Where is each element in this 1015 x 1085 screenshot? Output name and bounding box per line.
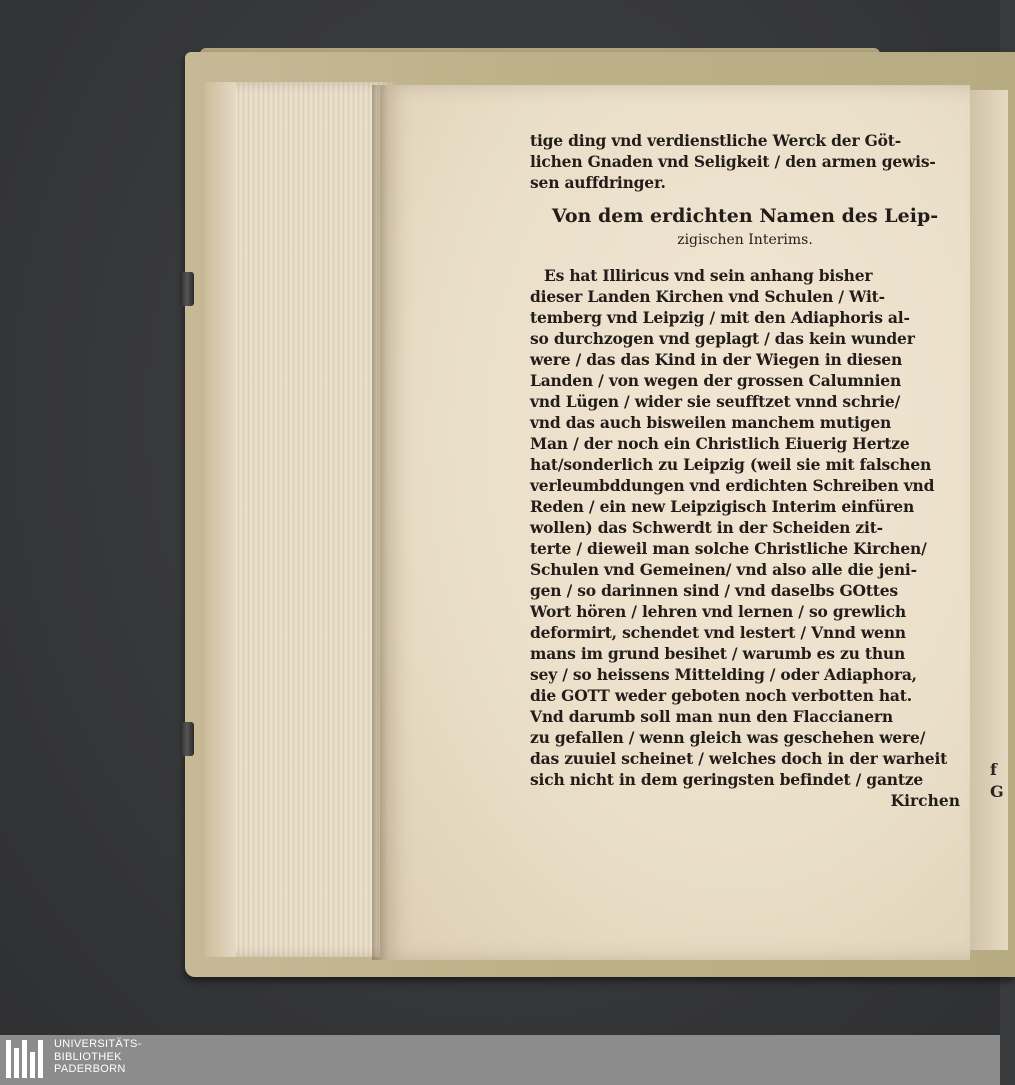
text-line: das zuuiel scheinet / welches doch in der warheit: [530, 749, 948, 768]
text-line: Reden / ein new Leipzigisch Interim einfüren: [530, 497, 915, 516]
text-line: hat/sonderlich zu Leipzig (weil sie mit falschen: [530, 455, 932, 474]
spine-shadow: [372, 85, 388, 960]
text-line: gen / so darinnen sind / vnd daselbs GOttes: [530, 581, 898, 600]
page-text: [530, 130, 960, 811]
footer-bar: [0, 1035, 1000, 1085]
text-line: terte / dieweil man solche Christliche Kirchen/: [530, 539, 927, 558]
logo-line: UNIVERSITÄTS-: [54, 1038, 142, 1050]
text-line: dieser Landen Kirchen vnd Schulen / Wit-: [530, 287, 885, 306]
next-page-mark-2: G: [990, 782, 1004, 801]
section-subheading: zigischen Interims.: [677, 232, 813, 248]
text-line: Vnd darumb soll man nun den Flaccianern: [530, 707, 893, 726]
text-line: vnd das auch bisweilen manchem mutigen: [530, 413, 892, 432]
logo-line: BIBLIOTHEK: [54, 1050, 122, 1063]
text-line: Es hat Illiricus vnd sein anhang bisher: [544, 266, 873, 285]
clasp-top: [180, 272, 194, 306]
text-line: tige ding vnd verdienstliche Werck der Göt-: [530, 131, 901, 150]
text-line: sey / so heissens Mittelding / oder Adiaphora,: [530, 665, 917, 684]
text-line: so durchzogen vnd geplagt / das kein wunder: [530, 329, 915, 348]
library-logo-icon: [6, 1040, 46, 1078]
text-line: die GOTT weder geboten noch verbotten hat.: [530, 686, 912, 705]
section-heading: Von dem erdichten Namen des Leip-: [551, 205, 939, 227]
next-page-mark-1: f: [990, 760, 997, 779]
text-line: were / das das Kind in der Wiegen in diesen: [530, 350, 903, 369]
text-line: Schulen vnd Gemeinen/ vnd also alle die jeni-: [530, 560, 917, 579]
text-line: wollen) das Schwerdt in der Scheiden zit-: [530, 518, 883, 537]
text-line: temberg vnd Leipzig / mit den Adiaphoris al-: [530, 308, 910, 327]
page-edges-outer: [205, 82, 235, 957]
text-line: Landen / von wegen der grossen Calumnien: [530, 371, 902, 390]
text-line: vnd Lügen / wider sie seufftzet vnnd schrie/: [530, 392, 901, 411]
text-line: deformirt, schendet vnd lestert / Vnnd wenn: [530, 623, 906, 642]
clasp-bottom: [180, 722, 194, 756]
next-page-edge: [968, 90, 1008, 950]
text-line: Wort hören / lehren vnd lernen / so grewlich: [530, 602, 906, 621]
logo-line: PADERBORN: [54, 1063, 126, 1075]
text-line: verleumbddungen vnd erdichten Schreiben vnd: [530, 476, 935, 495]
text-line: sen auffdringer.: [530, 173, 666, 192]
text-line: Man / der noch ein Christlich Eiuerig Hertze: [530, 434, 910, 453]
library-logo-text: [54, 1038, 142, 1076]
text-line: zu gefallen / wenn gleich was geschehen were/: [530, 728, 926, 747]
text-line: lichen Gnaden vnd Seligkeit / den armen gewis-: [530, 152, 936, 171]
text-line: mans im grund besihet / warumb es zu thun: [530, 644, 906, 663]
text-line: sich nicht in dem geringsten befindet / gantze: [530, 770, 924, 789]
catchword: Kirchen: [890, 791, 960, 810]
